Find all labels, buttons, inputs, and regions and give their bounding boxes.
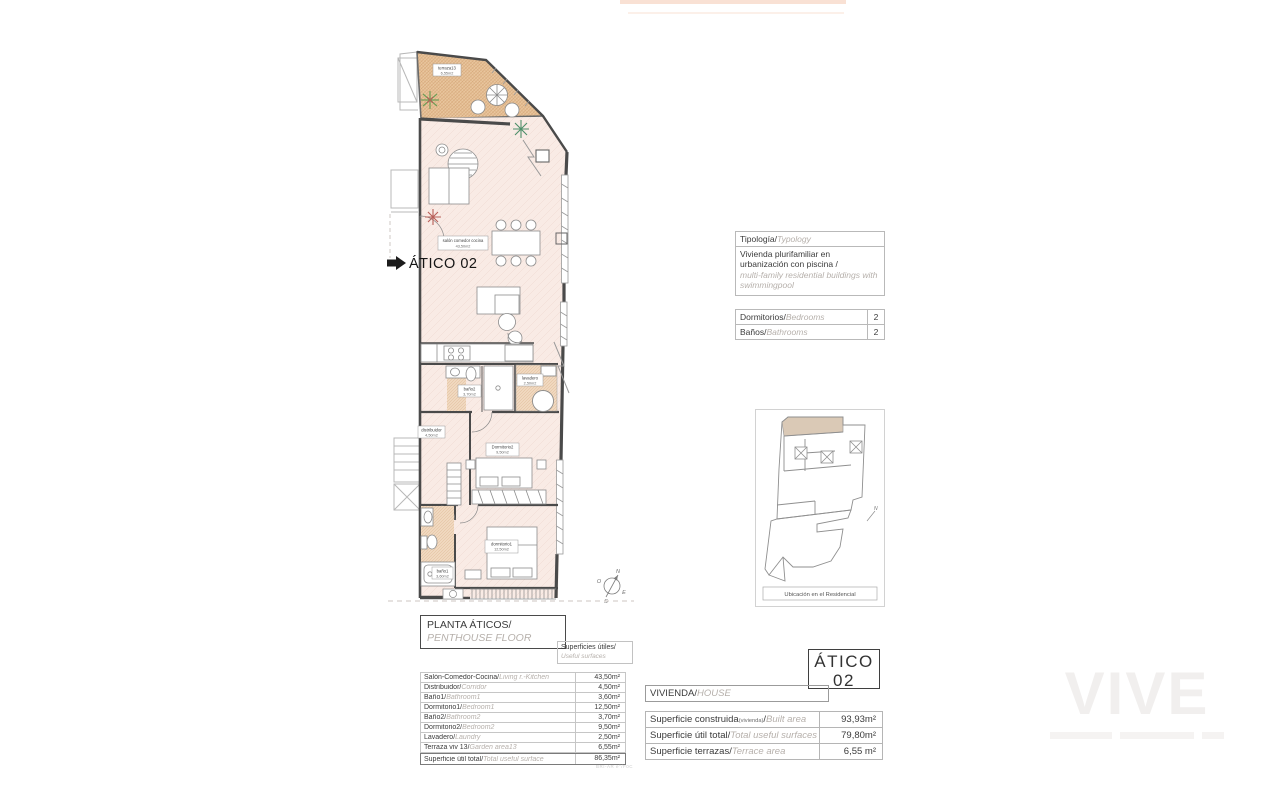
drawing-reference: BRI-AR e°/F0C xyxy=(596,764,634,769)
svg-text:9,50m2: 9,50m2 xyxy=(496,450,509,455)
surfaces-table xyxy=(420,672,626,765)
surface-value: 43,50m² xyxy=(575,673,625,682)
floor-title-es: PLANTA ÁTICOS/ xyxy=(427,619,512,631)
svg-text:3,70m2: 3,70m2 xyxy=(463,392,476,397)
unit-pointer-label: ÁTICO 02 xyxy=(409,256,478,272)
typology-title-en: Typology xyxy=(777,234,811,244)
bathrooms-count: 2 xyxy=(867,325,884,339)
useful-surfaces-es: Superficies útiles/ xyxy=(561,644,616,651)
label-bano2 xyxy=(458,385,481,397)
table-row xyxy=(736,324,884,339)
house-value: 93,93m² xyxy=(819,712,882,727)
svg-text:2,50m2: 2,50m2 xyxy=(523,381,537,386)
svg-text:dormitorio1: dormitorio1 xyxy=(491,541,512,547)
surface-value: 12,50m² xyxy=(575,703,625,712)
svg-text:6,55m2: 6,55m2 xyxy=(440,71,454,76)
surface-label-en: Bedroom2 xyxy=(462,724,495,731)
unit-number: 02 xyxy=(833,671,855,690)
house-label-es: Superficie construida xyxy=(650,714,739,725)
corridor-closet xyxy=(447,463,461,505)
plant-2 xyxy=(513,120,529,138)
surface-label-en: Corridor xyxy=(461,684,487,691)
table-row xyxy=(420,673,626,683)
surface-label-en: Total useful surface xyxy=(483,755,544,763)
bedrooms-label-en: Bedrooms xyxy=(785,312,825,322)
typology-body-es: Vivienda plurifamiliar en urbanización con piscina / xyxy=(740,248,838,269)
top-accent-bar xyxy=(620,0,846,4)
house-label-sep: / xyxy=(763,714,767,725)
svg-text:baño1: baño1 xyxy=(436,568,449,574)
bedrooms-label-es: Dormitorios/ xyxy=(740,312,786,322)
watermark xyxy=(1002,660,1272,739)
wardrobe xyxy=(472,490,546,504)
svg-text:N: N xyxy=(874,506,878,512)
svg-text:baño2: baño2 xyxy=(463,386,476,392)
surface-label-es: Baño1/ xyxy=(424,694,447,701)
surface-label-en: Laundry xyxy=(455,734,481,741)
surface-value: 4,50m² xyxy=(575,683,625,692)
surface-value: 2,50m² xyxy=(575,733,625,742)
unit-name: ÁTICO xyxy=(814,652,874,671)
surface-value: 3,70m² xyxy=(575,713,625,722)
table-row xyxy=(420,703,626,713)
svg-text:N: N xyxy=(616,569,620,575)
compass-icon xyxy=(597,569,626,605)
surface-label-es: Baño2/ xyxy=(424,714,447,721)
floor-title-box xyxy=(420,615,566,649)
useful-surfaces-header xyxy=(557,641,633,664)
table-row xyxy=(420,693,626,703)
svg-text:4,50m2: 4,50m2 xyxy=(425,433,438,438)
typology-body xyxy=(736,247,884,295)
label-salon xyxy=(438,236,488,250)
table-row xyxy=(420,723,626,733)
house-label-en: Built area xyxy=(766,714,807,725)
location-plan xyxy=(755,409,885,607)
table-row xyxy=(645,712,883,728)
surface-label-es: Terraza viv 13/ xyxy=(424,744,470,751)
surface-value: 86,35m² xyxy=(575,754,625,764)
typology-body-en: multi-family residential buildings with swimmingpool xyxy=(740,269,878,290)
label-lavadero xyxy=(517,374,543,386)
house-label-sub: (vivienda) xyxy=(738,718,764,724)
unit-pointer xyxy=(387,255,477,272)
bathrooms-label-en: Bathrooms xyxy=(766,327,808,337)
svg-text:distribuidor: distribuidor xyxy=(421,427,442,433)
table-row xyxy=(645,728,883,744)
surface-value: 6,55m² xyxy=(575,743,625,752)
table-row xyxy=(420,733,626,743)
svg-text:3,60m2: 3,60m2 xyxy=(436,574,449,579)
svg-text:terraza13: terraza13 xyxy=(438,65,456,71)
label-bano1 xyxy=(432,567,453,579)
watermark-subtext xyxy=(1002,732,1272,739)
surface-label-en: Bathroom1 xyxy=(446,694,481,701)
table-row xyxy=(420,713,626,723)
typology-title-es: Tipología/ xyxy=(740,234,778,244)
surface-label-en: Bathroom2 xyxy=(446,714,481,721)
room-counts-table xyxy=(735,309,885,340)
house-label-en: Total useful surfaces xyxy=(730,730,818,741)
surface-value: 9,50m² xyxy=(575,723,625,732)
surface-label-es: Dormitorio1/ xyxy=(424,704,463,711)
house-title-en: HOUSE xyxy=(697,688,731,699)
table-row xyxy=(736,310,884,324)
svg-text:12,50m2: 12,50m2 xyxy=(494,547,509,552)
surface-label-es: Dormitorio2/ xyxy=(424,724,463,731)
watermark-text: VIVE xyxy=(1064,660,1210,727)
house-header xyxy=(645,685,829,702)
useful-surfaces-en: Useful surfaces xyxy=(561,652,606,660)
svg-text:Dormitorio2: Dormitorio2 xyxy=(491,444,514,450)
surface-label-en: Bedroom1 xyxy=(462,704,495,711)
typology-header xyxy=(736,232,884,247)
house-title-es: VIVIENDA/ xyxy=(650,688,697,699)
typology-box xyxy=(735,231,885,296)
unit-number-box xyxy=(808,649,880,689)
house-value: 6,55 m² xyxy=(819,744,882,759)
bedrooms-count: 2 xyxy=(867,310,884,324)
house-label-es: Superficie terrazas/ xyxy=(650,746,732,757)
label-distribuidor xyxy=(418,426,445,438)
svg-text:E: E xyxy=(622,590,626,596)
bathrooms-label-es: Baños/ xyxy=(740,327,767,337)
svg-text:43,50m2: 43,50m2 xyxy=(455,244,471,249)
surface-label-es: Salón-Comedor-Cocina/ xyxy=(424,674,500,681)
surface-label-es: Superficie útil total/ xyxy=(424,755,484,763)
house-label-en: Terrace area xyxy=(731,746,786,757)
floor-title-en: PENTHOUSE FLOOR xyxy=(427,631,532,644)
table-row xyxy=(420,743,626,753)
house-value: 79,80m² xyxy=(819,728,882,743)
surface-label-en: Garden area13 xyxy=(469,744,517,751)
floor-plan xyxy=(384,35,646,615)
label-dormitorio2 xyxy=(486,443,519,456)
table-row xyxy=(645,744,883,760)
svg-text:S: S xyxy=(604,599,608,605)
location-caption: Ubicación en el Residencial xyxy=(784,592,856,598)
label-terraza xyxy=(433,64,461,76)
label-dormitorio1 xyxy=(485,540,518,553)
surface-label-es: Distribuidor/ xyxy=(424,684,462,691)
house-label-es: Superficie útil total/ xyxy=(650,730,731,741)
table-row xyxy=(420,683,626,693)
surface-label-es: Lavadero/ xyxy=(424,734,456,741)
top-accent-line xyxy=(628,12,844,14)
surface-label-en: Living r.-Kitchen xyxy=(499,674,550,681)
surface-value: 3,60m² xyxy=(575,693,625,702)
svg-text:O: O xyxy=(596,579,602,585)
kitchen-counter xyxy=(421,344,533,362)
neighbor-outlines xyxy=(391,52,420,510)
svg-text:salón comedor cocina: salón comedor cocina xyxy=(442,238,484,243)
svg-text:lavadero: lavadero xyxy=(521,375,539,381)
house-table xyxy=(645,711,883,760)
